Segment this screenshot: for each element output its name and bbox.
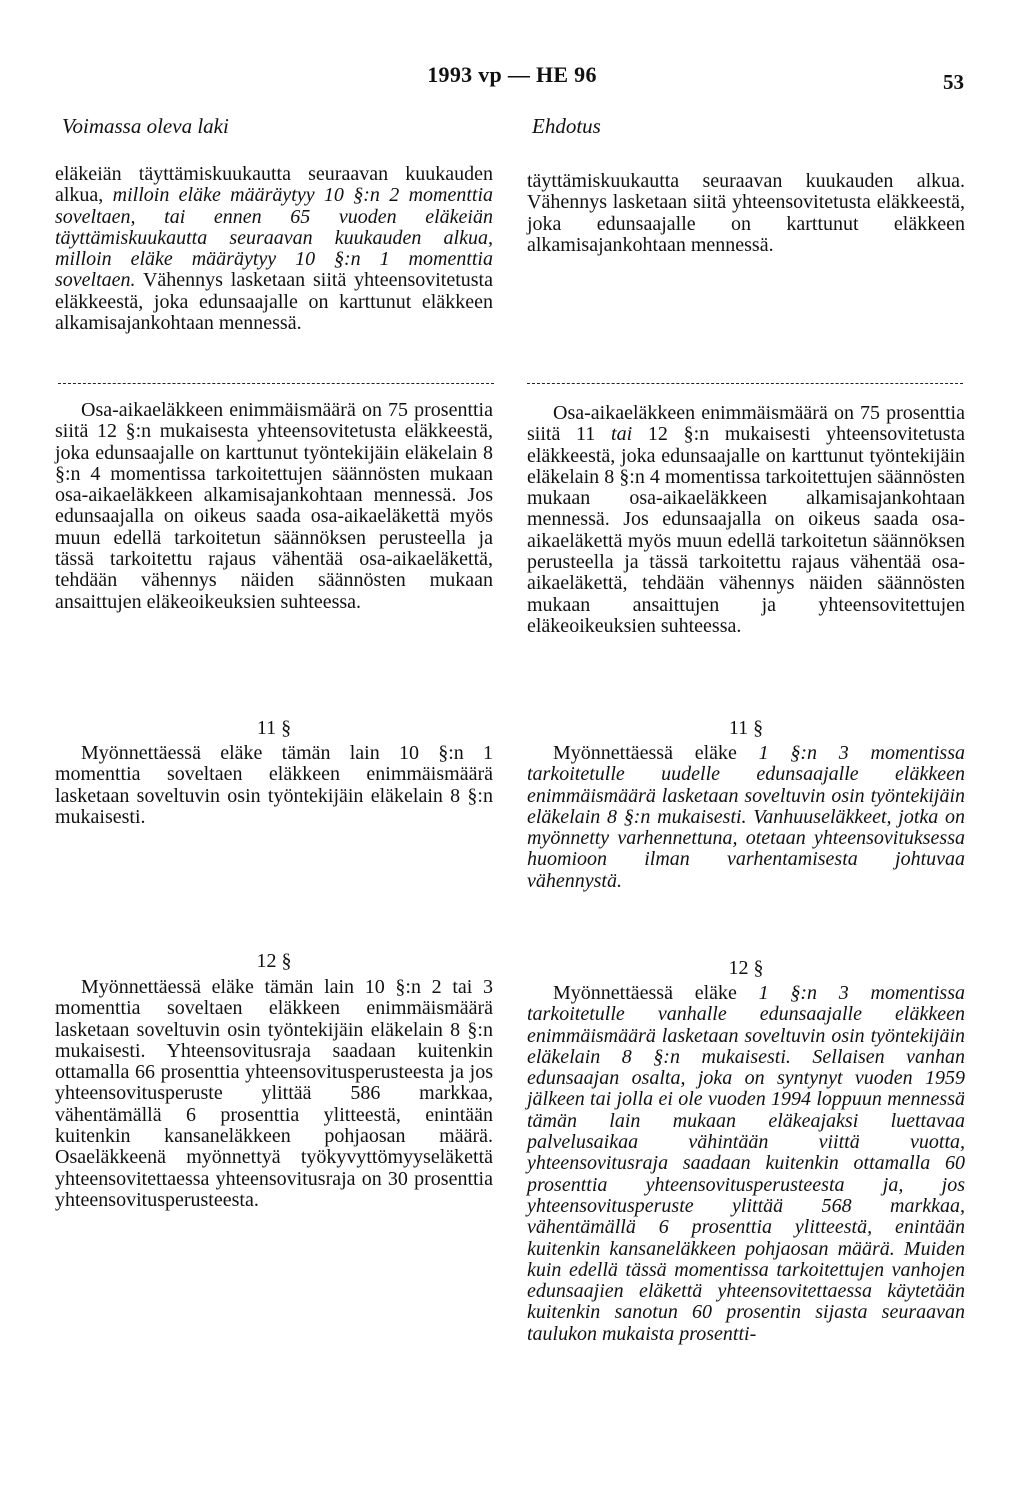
left-section-12 [55, 977, 493, 1211]
left-section-11 [55, 743, 493, 828]
right-s11-text-a: Myönnettäessä eläke [553, 742, 737, 764]
left-paragraph-2-block [55, 400, 493, 613]
left-paragraph-2: Osa-aikaeläkkeen enimmäismäärä on 75 prosenttia siitä 12 §:n mukaisesta yhteensovitetusta eläkkeestä, joka edunsaajalle on karttunut työntekijäin eläkelain 8 §:n 4 momentissa tarkoitettujen säännösten mukaan osa-aikaeläkkeen alkamisajankohtaan mennessä. Jos edunsaajalla on oikeus saada osa-aikaeläkettä myös muun edellä tarkoitetun säännöksen perusteella ja tässä tarkoitettu rajaus vähentää osa-aikaeläkettä, tehdään vähennys näiden säännösten mukaan ansaittujen eläkeoikeuksien suhteessa. [55, 399, 493, 613]
right-section-12-heading: 12 § [728, 957, 764, 979]
left-paragraph-1 [55, 164, 493, 334]
page-header: 1993 vp — HE 96 [427, 62, 597, 87]
right-p2-italic: tai [611, 423, 633, 446]
right-top-section [527, 171, 965, 256]
page-number: 53 [943, 70, 964, 94]
right-section-12-text [527, 983, 965, 1345]
left-top-section [55, 164, 493, 334]
right-paragraph-1: täyttämiskuukautta seuraavan kuukauden alkua. Vähennys lasketaan siitä yhteensovitetusta eläkkeestä, joka edunsaajalle on karttunut eläkkeen alkamisajankohtaan mennessä. [527, 170, 965, 256]
left-section-11-text: Myönnettäessä eläke tämän lain 10 §:n 1 momenttia soveltaen eläkkeen enimmäismäärä lasketaan soveltuvin osin työntekijäin eläkelain 8 §:n mukaisesti. [55, 742, 493, 828]
right-column-title: Ehdotus [532, 114, 601, 138]
right-dashed-separator [527, 383, 963, 384]
right-s12-text-a: Myönnettäessä eläke [553, 982, 737, 1004]
right-p2-text-c: 12 §:n mukaisesti yhteensovitetusta eläkkeestä, joka edunsaajalle on karttunut työntekijäin eläkelain 8 §:n 4 momentissa tarkoitettujen säännösten mukaan osa-aikaeläkkeen alkamisajankohtaan mennessä. Jos edunsaajalla on oikeus saada osa-aikaeläkettä myös muun edellä tarkoitetun säännöksen perusteella ja tässä tarkoitettu rajaus vähentää osa-aikaeläkettä, tehdään vähennys näiden säännösten mukaan ansaittujen ja yhteensovitettujen eläkeoikeuksien suhteessa. [527, 423, 965, 637]
left-column-title: Voimassa oleva laki [62, 114, 229, 138]
right-s12-italic: 1 §:n 3 momentissa tarkoitetulle vanhalle edunsaajalle eläkkeen enimmäismäärä lasketaan soveltuvin osin työntekijäin eläkelain 8 §:n mukaisesti. Sellaisen vanhan edunsaajan osalta, joka on syntynyt vuoden 1959 jälkeen tai jolla ei ole vuoden 1994 loppuun mennessä tämän lain mukaan eläkeajaksi luettavaa palvelusaikaa vähintään viittä vuotta, yhteensovitusraja saadaan kuitenkin ottamalla 60 prosenttia yhteensovitusperusteesta ja, jos yhteensovitusperuste ylittää 568 markkaa, vähentämällä 6 prosenttia ylitteestä, enintään kuitenkin kansaneläkkeen pohjaosan määrä. Muiden kuin edellä tässä momentissa tarkoitettujen vanhojen edunsaajien eläkettä yhteensovitettaessa käytetään kuitenkin sanotun 60 prosentin sijasta seuraavan taulukon mukaista prosentti- [527, 982, 965, 1345]
left-p1-text-a: eläkeiän täyttämiskuukautta seuraavan kuukauden alkua, [55, 163, 493, 207]
right-s11-italic: 1 §:n 3 momentissa tarkoitetulle uudelle edunsaajalle eläkkeen enimmäismäärä lasketaan soveltuvin osin työntekijäin eläkelain 8 §:n mukaisesti. Vanhuuseläkkeet, jotka on myönnetty varhennettuna, otetaan yhteensovituksessa huomioon ilman varhentamisesta johtuvaa vähennystä. [527, 742, 965, 892]
right-paragraph-2-block [527, 403, 965, 637]
right-section-11 [527, 743, 965, 892]
left-section-12-text: Myönnettäessä eläke tämän lain 10 §:n 2 tai 3 momenttia soveltaen eläkkeen enimmäismäärä lasketaan soveltuvin osin työntekijäin eläkelain 8 §:n mukaisesti. Yhteensovitusraja saadaan kuitenkin ottamalla 66 prosenttia yhteensovitusperusteesta ja jos yhteensovitusperuste ylittää 586 markkaa, vähentämällä 6 prosenttia ylitteestä, enintään kuitenkin kansaneläkkeen pohjaosan määrä. Osaeläkkeenä myönnettyä työkyvyttömyyseläkettä yhteensovitettaessa yhteensovitusraja on 30 prosenttia yhteensovitusperusteesta. [55, 976, 493, 1211]
left-dashed-separator [58, 383, 494, 384]
left-section-11-heading: 11 § [256, 717, 292, 739]
left-p1-italic: milloin eläke määräytyy 10 §:n 2 momenttia soveltaen, tai ennen 65 vuoden eläkeiän täyttämiskuukautta seuraavan kuukauden alkua, milloin eläke määräytyy 10 §:n 1 momenttia soveltaen. [55, 184, 494, 292]
right-section-11-text [527, 743, 965, 892]
right-p2-text-a: Osa-aikaeläkkeen enimmäismäärä on 75 prosenttia siitä 11 [527, 402, 965, 446]
right-paragraph-2 [527, 403, 965, 637]
right-section-11-heading: 11 § [728, 717, 764, 739]
left-p1-text-c: Vähennys lasketaan siitä yhteensovitetusta eläkkeestä, joka edunsaajalle on karttunut eläkkeen alkamisajankohtaan mennessä. [55, 269, 493, 335]
right-section-12 [527, 983, 965, 1345]
left-section-12-heading: 12 § [256, 950, 292, 972]
